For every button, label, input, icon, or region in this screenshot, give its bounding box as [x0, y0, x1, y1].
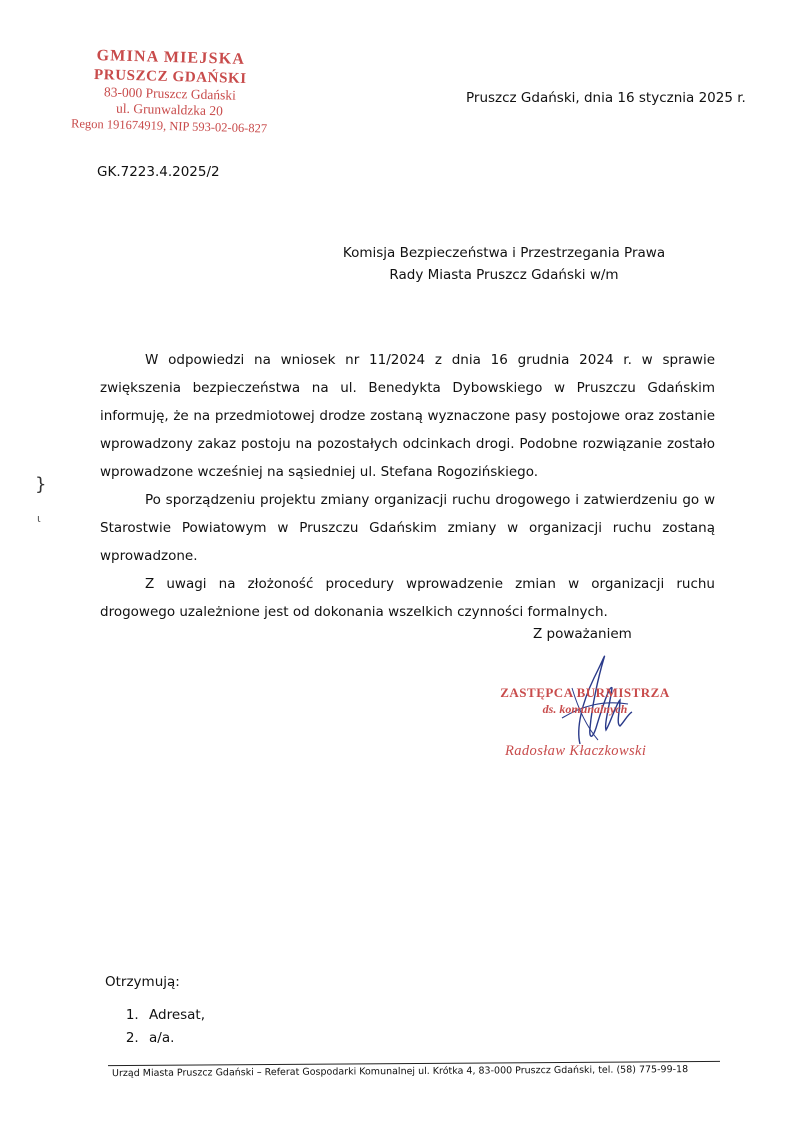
- body-paragraph: W odpowiedzi na wniosek nr 11/2024 z dnia 16 grudnia 2024 r. w sprawie zwiększenia bezpieczeństwa na ul. Benedykta Dybowskiego w Pruszczu Gdańskim informuję, że na przedmiotowej drodze zostaną wyznaczone pasy postojowe oraz zostanie wprowadzony zakaz postoju na pozostałych odcinkach drogi. Podobne rozwiązanie zostało wprowadzone wcześniej na sąsiedniej ul. Stefana Rogozińskiego.: [100, 352, 715, 480]
- list-item: 1. Adresat,: [143, 1004, 205, 1027]
- recipients-block: [105, 974, 205, 1050]
- stamp-line-3: 83-000 Pruszcz Gdański: [103, 84, 237, 103]
- municipality-stamp: [54, 45, 286, 137]
- letter-body: [100, 346, 715, 626]
- closing-phrase: Z poważaniem: [533, 626, 632, 642]
- body-paragraph: Z uwagi na złożoność procedury wprowadzenie zmian w organizacji ruchu drogowego uzależnione jest od dokonania wszelkich czynności formalnych.: [100, 576, 715, 620]
- addressee-line-1: Komisja Bezpieczeństwa i Przestrzegania Prawa: [342, 245, 666, 261]
- signatory-name: Radosław Kłaczkowski: [505, 743, 647, 759]
- margin-mark: ι: [37, 512, 41, 525]
- signature-subtitle: ds. komunalnych: [542, 702, 628, 716]
- recipients-list: [105, 1004, 205, 1050]
- stamp-line-1: GMINA MIEJSKA: [96, 47, 246, 68]
- stamp-line-5: Regon 191674919, NIP 593-02-06-827: [70, 116, 268, 136]
- footer-address: Urząd Miasta Pruszcz Gdański – Referat Gospodarki Komunalnej ul. Krótka 4, 83-000 Pruszcz Gdański, tel. (58) 775-99-18: [111, 1064, 689, 1080]
- recipients-heading: Otrzymują:: [105, 974, 180, 990]
- signature-title: ZASTĘPCA BURMISTRZA: [500, 685, 670, 700]
- reference-number: GK.7223.4.2025/2: [97, 164, 220, 180]
- addressee-line-2: Rady Miasta Pruszcz Gdański w/m: [389, 266, 619, 283]
- signature-stamp: [470, 685, 700, 717]
- addressee-block: [300, 243, 708, 287]
- list-item: 2. a/a.: [143, 1027, 205, 1050]
- document-date: Pruszcz Gdański, dnia 16 stycznia 2025 r.: [466, 90, 746, 106]
- margin-mark: }: [35, 474, 47, 495]
- body-paragraph: Po sporządzeniu projektu zmiany organizacji ruchu drogowego i zatwierdzeniu go w Starostwie Powiatowym w Pruszczu Gdańskim zmiany w organizacji ruchu zostaną wprowadzone.: [100, 492, 715, 564]
- stamp-line-4: ul. Grunwaldzka 20: [115, 100, 224, 119]
- stamp-line-2: PRUSZCZ GDAŃSKI: [93, 66, 247, 87]
